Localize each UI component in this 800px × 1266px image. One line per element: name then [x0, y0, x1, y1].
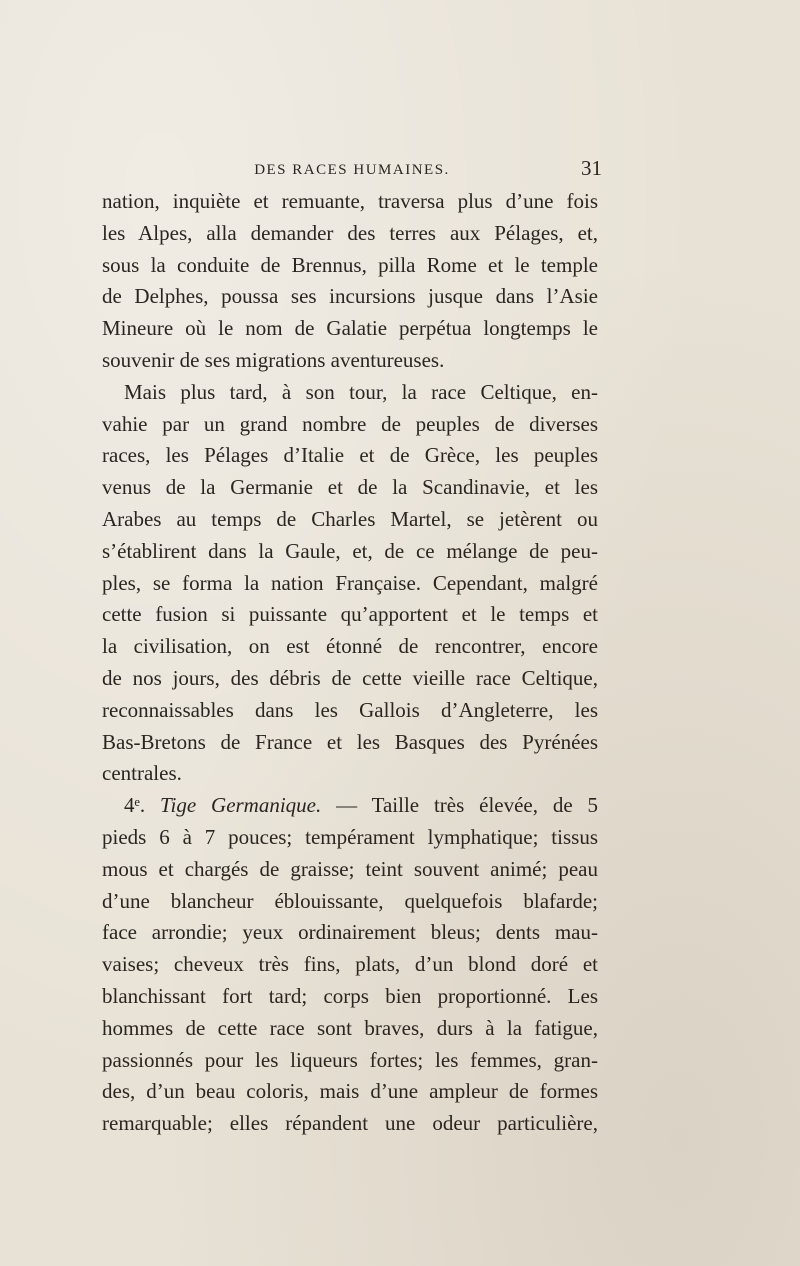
- text-line: venus de la Germanie et de la Scandinavie, et les: [102, 475, 598, 500]
- body-text: [102, 186, 598, 1140]
- text-line: blanchissant fort tard; corps bien proportionné. Les: [102, 983, 598, 1008]
- text-line: de nos jours, des débris de cette vieille race Celtique,: [102, 665, 598, 690]
- text-line: mous et chargés de graisse; teint souvent animé; peau: [102, 856, 598, 881]
- text-line: centrales.: [102, 761, 182, 786]
- text-line: Mineure où le nom de Galatie perpétua longtemps le: [102, 316, 598, 341]
- text-line: races, les Pélages d’Italie et de Grèce, les peuples: [102, 443, 598, 468]
- text-line: de Delphes, poussa ses incursions jusque dans l’Asie: [102, 284, 598, 309]
- page-header: [102, 158, 602, 186]
- section-heading-line: [102, 790, 598, 822]
- text-line: les Alpes, alla demander des terres aux Pélages, et,: [102, 220, 598, 245]
- text-line: cette fusion si puissante qu’apportent et le temps et: [102, 602, 598, 627]
- text-line: Arabes au temps de Charles Martel, se jetèrent ou: [102, 506, 598, 531]
- section-text: — Taille très élevée, de 5: [336, 793, 599, 818]
- text-line: des, d’un beau coloris, mais d’une ampleur de formes: [102, 1079, 598, 1104]
- text-line: Mais plus tard, à son tour, la race Celtique, en-: [124, 379, 598, 404]
- text-line: vahie par un grand nombre de peuples de diverses: [102, 411, 598, 436]
- text-line: sous la conduite de Brennus, pilla Rome et le temple: [102, 252, 598, 277]
- text-line: vaises; cheveux très fins, plats, d’un blond doré et: [102, 952, 598, 977]
- running-title: DES RACES HUMAINES.: [254, 162, 450, 178]
- text-line: ples, se forma la nation Française. Cependant, malgré: [102, 570, 598, 595]
- text-line: d’une blancheur éblouissante, quelquefois blafarde;: [102, 888, 598, 913]
- section-title: Tige Germanique.: [160, 793, 322, 818]
- text-line: reconnaissables dans les Gallois d’Angleterre, les: [102, 697, 598, 722]
- page-number: 31: [581, 156, 602, 180]
- text-line: pieds 6 à 7 pouces; tempérament lymphatique; tissus: [102, 824, 598, 849]
- text-line: souvenir de ses migrations aventureuses.: [102, 347, 445, 372]
- text-line: la civilisation, on est étonné de rencontrer, encore: [102, 634, 598, 659]
- text-line: remarquable; elles répandent une odeur particulière,: [102, 1111, 598, 1136]
- text-line: face arrondie; yeux ordinairement bleus; dents mau-: [102, 920, 598, 945]
- text-line: Bas-Bretons de France et les Basques des Pyrénées: [102, 729, 598, 754]
- text-line: nation, inquiète et remuante, traversa plus d’une fois: [102, 189, 598, 213]
- text-line: s’établirent dans la Gaule, et, de ce mélange de peu-: [102, 538, 598, 563]
- text-line: passionnés pour les liqueurs fortes; les femmes, gran-: [102, 1047, 598, 1072]
- section-number: 4ᵉ.: [124, 793, 146, 818]
- text-line: hommes de cette race sont braves, durs à la fatigue,: [102, 1015, 598, 1040]
